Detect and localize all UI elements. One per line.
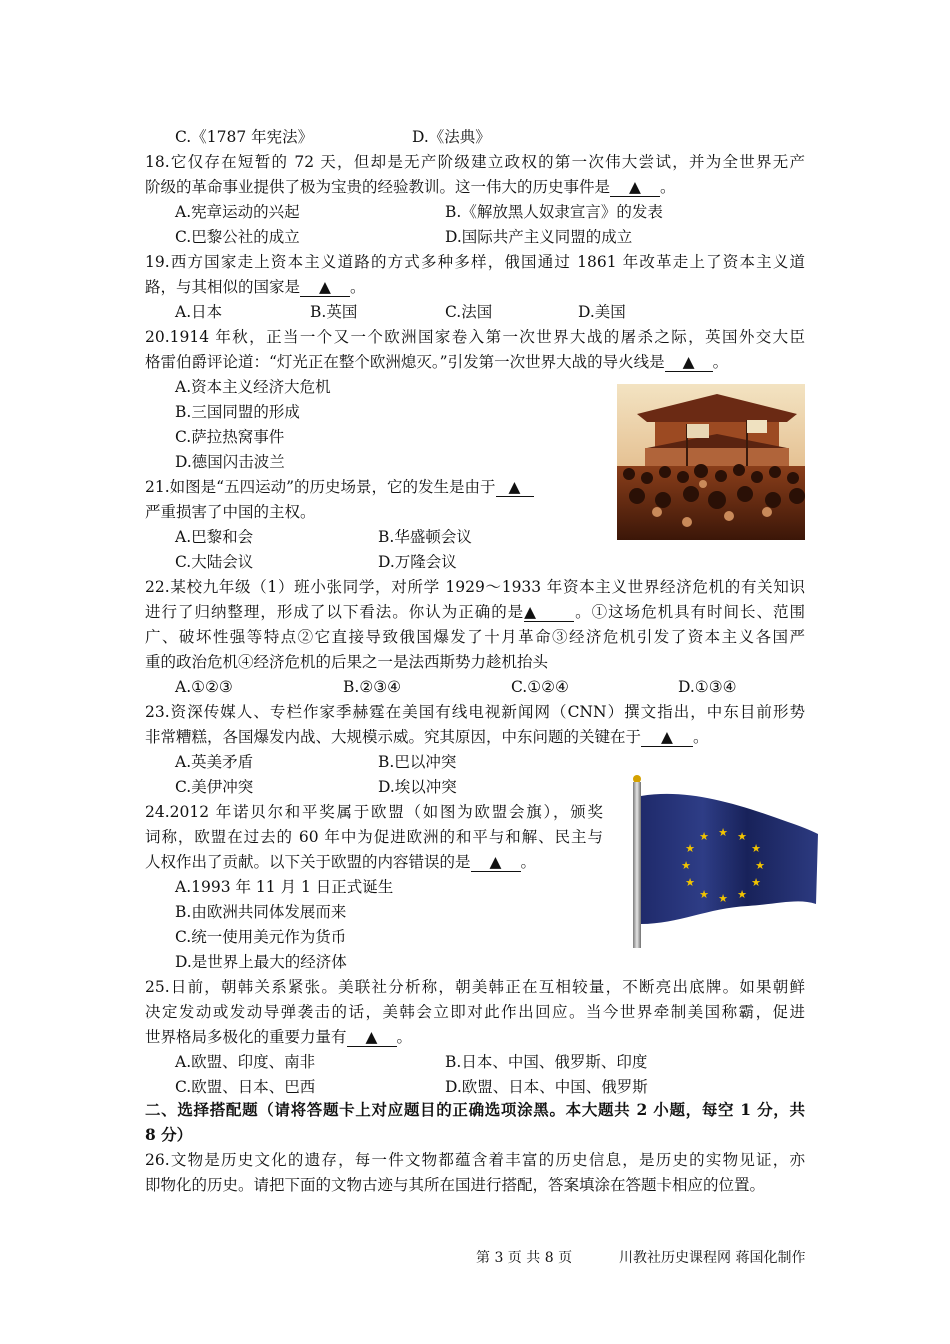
answer-blank: ▲ (471, 853, 521, 872)
q21-option-a: A.巴黎和会 (175, 528, 254, 546)
q25-option-a: A.欧盟、印度、南非 (175, 1053, 316, 1071)
q24-option-a: A.1993 年 11 月 1 日正式诞生 (175, 878, 394, 896)
q21-option-d: D.万隆会议 (378, 553, 457, 571)
q25-option-b: B.日本、中国、俄罗斯、印度 (445, 1053, 648, 1071)
svg-text:★: ★ (737, 888, 747, 901)
svg-text:★: ★ (699, 830, 709, 843)
q22-option-c: C.①②④ (511, 678, 569, 696)
q19-stem-line1: 19.西方国家走上资本主义道路的方式多种多样，俄国通过 1861 年改革走上了资本主义道 (145, 253, 805, 271)
q20-option-a: A.资本主义经济大危机 (175, 378, 331, 396)
svg-text:★: ★ (685, 876, 695, 889)
q26-stem-line1: 26.文物是历史文化的遗存，每一件文物都蕴含着丰富的历史信息，是历史的实物见证，亦 (145, 1151, 805, 1169)
answer-blank: ▲ (610, 178, 660, 197)
svg-text:★: ★ (718, 826, 728, 839)
q18-option-a: A.宪章运动的兴起 (175, 203, 300, 221)
q24-stem-line2: 词称，欧盟在过去的 60 年中为促进欧洲的和平与和解、民主与 (145, 828, 603, 846)
svg-text:★: ★ (681, 859, 691, 872)
svg-text:★: ★ (737, 830, 747, 843)
q17-option-c: C.《1787 年宪法》 (175, 128, 314, 146)
footer-credit: 川教社历史课程网 蒋国化制作 (619, 1250, 806, 1266)
q23-option-d: D.埃以冲突 (378, 778, 457, 796)
q25-stem-line2: 决定发动或发动导弹袭击的话，美韩会立即对此作出回应。当今世界牵制美国称霸，促进 (145, 1003, 805, 1021)
svg-text:★: ★ (751, 842, 761, 855)
section-2-heading-line2: 8 分） (145, 1125, 193, 1144)
q24-stem-line1: 24.2012 年诺贝尔和平奖属于欧盟（如图为欧盟会旗），颁奖 (145, 803, 603, 821)
q20-option-c: C.萨拉热窝事件 (175, 428, 285, 446)
q18-option-c: C.巴黎公社的成立 (175, 228, 300, 246)
q19-stem-line2: 路，与其相似的国家是 ▲ 。 (145, 278, 366, 296)
q23-option-a: A.英美矛盾 (175, 753, 254, 771)
q19-option-c: C.法国 (445, 303, 493, 321)
q24-option-b: B.由欧洲共同体发展而来 (175, 903, 347, 921)
answer-blank: ▲ (496, 478, 534, 497)
q17-option-d: D.《法典》 (412, 128, 491, 146)
svg-text:★: ★ (718, 892, 728, 905)
q25-stem-line3: 世界格局多极化的重要力量有 ▲ 。 (145, 1028, 413, 1046)
q22-option-b: B.②③④ (343, 678, 402, 696)
q20-option-b: B.三国同盟的形成 (175, 403, 300, 421)
q24-option-c: C.统一使用美元作为货币 (175, 928, 347, 946)
answer-blank: ▲ (524, 603, 574, 622)
q25-option-c: C.欧盟、日本、巴西 (175, 1078, 316, 1096)
q18-option-d: D.国际共产主义同盟的成立 (445, 228, 633, 246)
q21-stem-line1: 21.如图是“五四运动”的历史场景，它的发生是由于 ▲ (145, 476, 534, 498)
q19-option-a: A.日本 (175, 303, 223, 321)
q21-option-b: B.华盛顿会议 (378, 528, 472, 546)
answer-blank: ▲ (300, 278, 350, 297)
svg-text:★: ★ (685, 842, 695, 855)
section-2-heading-line1: 二、选择搭配题（请将答题卡上对应题目的正确选项涂黑。本大题共 2 小题，每空 1 分，共 (145, 1100, 805, 1119)
q20-stem-line2: 格雷伯爵评论道：“灯光正在整个欧洲熄灭。”引发第一次世界大战的导火线是 ▲ 。 (145, 353, 729, 371)
q25-option-d: D.欧盟、日本、中国、俄罗斯 (445, 1078, 648, 1096)
q24-stem-line3: 人权作出了贡献。以下关于欧盟的内容错误的是 ▲ 。 (145, 853, 537, 871)
q24-option-d: D.是世界上最大的经济体 (175, 953, 347, 971)
q26-stem-line2: 即物化的历史。请把下面的文物古迹与其所在国进行搭配，答案填涂在答题卡相应的位置。 (145, 1176, 766, 1194)
q22-option-d: D.①③④ (678, 678, 737, 696)
answer-blank: ▲ (347, 1028, 397, 1047)
svg-text:★: ★ (755, 859, 765, 872)
q23-stem-line2: 非常糟糕，各国爆发内战、大规模示威。究其原因，中东问题的关键在于 ▲ 。 (145, 728, 709, 746)
page-number: 第 3 页 共 8 页 (476, 1250, 573, 1266)
answer-blank: ▲ (665, 353, 713, 372)
q21-stem-line2: 严重损害了中国的主权。 (145, 503, 316, 521)
answer-blank: ▲ (641, 728, 693, 747)
q23-option-b: B.巴以冲突 (378, 753, 457, 771)
q22-option-a: A.①②③ (175, 678, 233, 696)
q23-option-c: C.美伊冲突 (175, 778, 254, 796)
q20-option-d: D.德国闪击波兰 (175, 453, 285, 471)
q18-stem-line2: 阶级的革命事业提供了极为宝贵的经验教训。这一伟大的历史事件是 ▲ 。 (145, 178, 676, 196)
eu-flag-image (628, 774, 822, 950)
q20-stem-line1: 20.1914 年秋，正当一个又一个欧洲国家卷入第一次世界大战的屠杀之际，英国外交大臣 (145, 328, 805, 346)
q18-stem-line1: 18.它仅存在短暂的 72 天，但却是无产阶级建立政权的第一次伟大尝试，并为全世界无产 (145, 153, 805, 171)
q18-option-b: B.《解放黑人奴隶宣言》的发表 (445, 203, 663, 221)
q22-stem-line2: 进行了归纳整理，形成了以下看法。你认为正确的是▲ 。①这场危机具有时间长、范围 (145, 603, 805, 621)
q19-option-d: D.美国 (578, 303, 626, 321)
q22-stem-line4: 重的政治危机④经济危机的后果之一是法西斯势力趁机抬头 (145, 653, 549, 671)
q25-stem-line1: 25.日前，朝韩关系紧张。美联社分析称，朝美韩正在互相较量，不断亮出底牌。如果朝鲜 (145, 978, 805, 996)
q22-stem-line1: 22.某校九年级（1）班小张同学，对所学 1929～1933 年资本主义世界经济危机的有关知识 (145, 578, 805, 596)
q19-option-b: B.英国 (310, 303, 358, 321)
may-fourth-movement-photo (617, 384, 805, 540)
q23-stem-line1: 23.资深传媒人、专栏作家季赫霆在美国有线电视新闻网（CNN）撰文指出，中东目前形势 (145, 703, 805, 721)
q21-option-c: C.大陆会议 (175, 553, 254, 571)
svg-text:★: ★ (699, 888, 709, 901)
svg-text:★: ★ (751, 876, 761, 889)
q22-stem-line3: 广、破坏性强等特点②它直接导致俄国爆发了十月革命③经济危机引发了资本主义各国严 (145, 628, 805, 646)
